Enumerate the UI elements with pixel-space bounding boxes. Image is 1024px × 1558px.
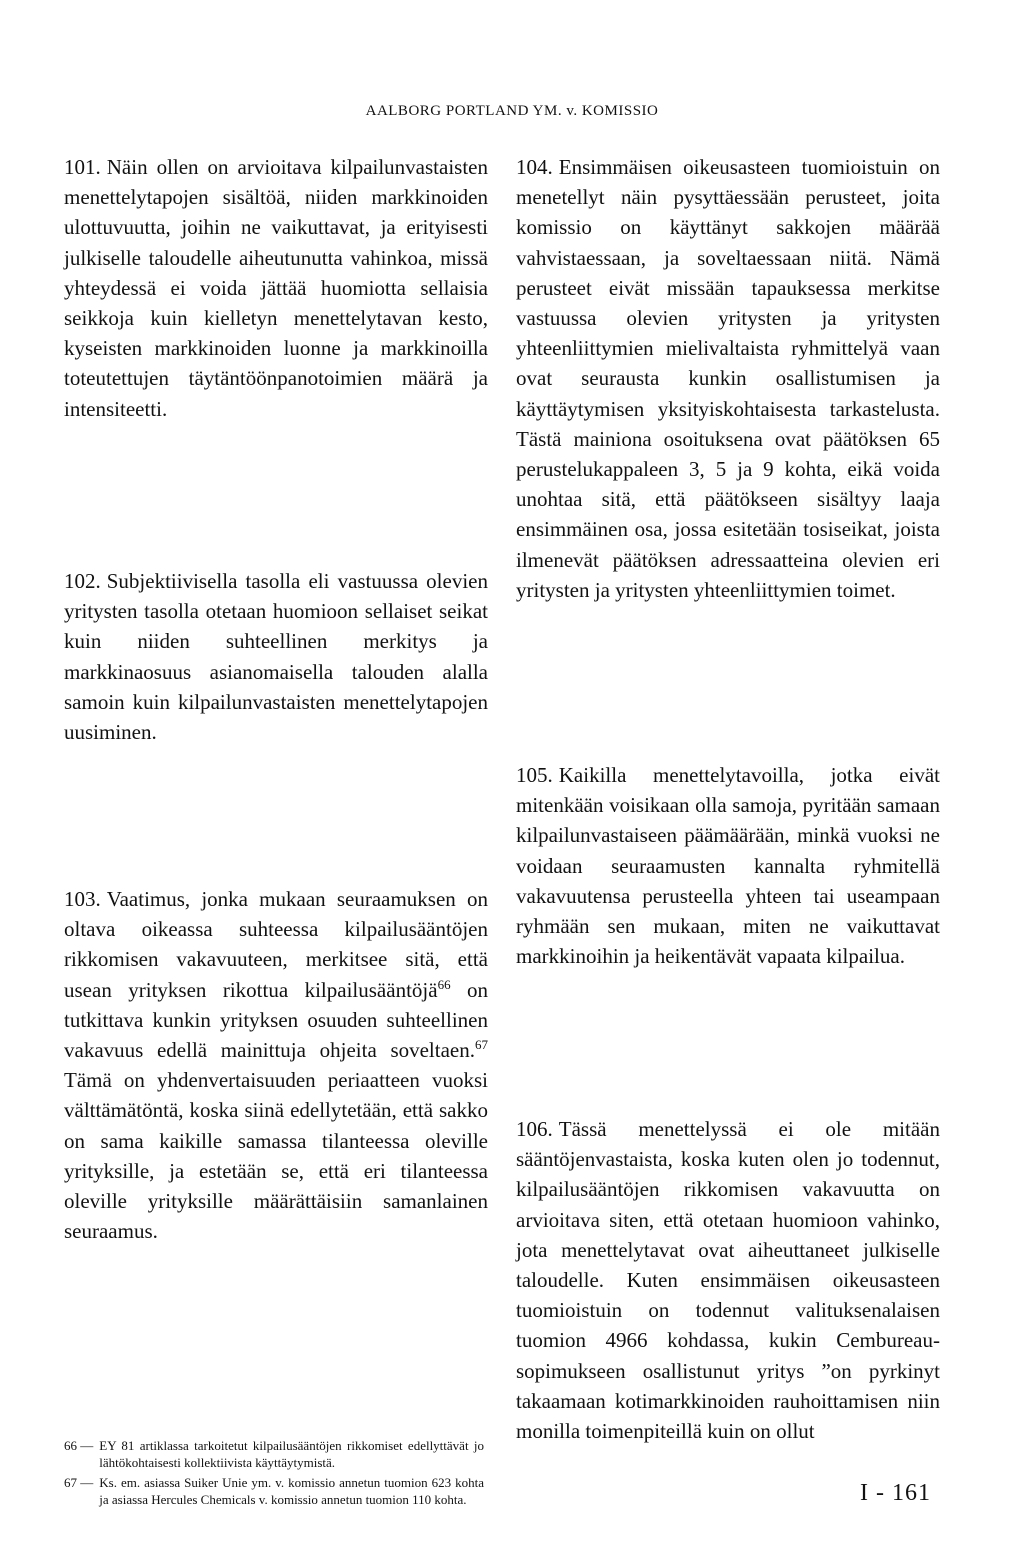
paragraph-text: Tässä menettelyssä ei ole mitään sääntöjenvastaista, koska kuten olen jo todennut, kilpailusääntöjen rikkomisen vakavuutta on arvioitava siten, että otetaan huomioon vahinko, jota menettelytavat ovat aiheuttaneet julkiselle taloudelle. Kuten ensimmäisen oikeusasteen tuomioistuin on todennut valituksenalaisen tuomion 4966 kohdassa, kukin Cembureau-sopimukseen osallistunut yritys ”on pyrkinyt takaamaan kotimarkkinoiden rauhoittamisen niin monilla toimenpiteillä kuin on ollut xyxy=(516,1117,940,1444)
paragraph-text: Ensimmäisen oikeusasteen tuomioistuin on menetellyt näin pysyttäessään perusteet, joita komissio on käyttänyt sakkojen määrää vahvistaessaan, ja soveltaessaan niitä. Nämä perusteet eivät missään tapauksessa merkitse vastuussa olevien yritysten ja yritysten yhteenliittymien mielivaltaista ryhmittelyä vaan ovat seurausta kunkin osallistumisen ja käyttäytymisen yksityiskohtaisesta tarkastelusta. Tästä mainiona osoituksena ovat päätöksen 65 perustelukappaleen 3, 5 ja 9 kohta, eikä voida unohtaa sitä, että päätökseen sisältyy laaja ensimmäinen osa, jossa esitetään tosiseikat, joista ilmenevät päätöksen adressaatteina olevien eri yritysten ja yritysten yhteenliittymien toimet. xyxy=(516,155,940,602)
paragraph-number: 105. xyxy=(516,763,553,787)
footnote xyxy=(64,1475,484,1508)
paragraph-text: Tämä on yhdenvertaisuuden periaatteen vuoksi välttämätöntä, koska siinä edellytetään, että sakko on sama kaikille samassa tilanteessa oleville yrityksille, ja estetään se, että eri tilanteessa oleville yrityksille määrättäisiin samanlainen seuraamus. xyxy=(64,1068,488,1244)
footnote-number: 66 — xyxy=(64,1438,94,1453)
paragraph-number: 106. xyxy=(516,1117,553,1141)
paragraph-number: 103. xyxy=(64,887,101,911)
footnote-text: Ks. em. asiassa Suiker Unie ym. v. komissio annetun tuomion 623 kohta ja asiassa Hercules Chemicals v. komissio annetun tuomion 110 kohta. xyxy=(99,1475,484,1507)
paragraph-number: 102. xyxy=(64,569,101,593)
paragraph-103 xyxy=(64,884,488,1246)
paragraph-text: Vaatimus, jonka mukaan seuraamuksen on oltava oikeassa suhteessa kilpailusääntöjen rikkomisen vakavuuteen, merkitsee sitä, että usean yrityksen rikottua kilpailusääntöjä xyxy=(64,887,488,1002)
footnote-text: EY 81 artiklassa tarkoitetut kilpailusääntöjen rikkomiset edellyttävät jo lähtökohtaisesti kollektiivista käyttäytymistä. xyxy=(99,1438,484,1470)
paragraph-number: 104. xyxy=(516,155,553,179)
paragraph-text: Kaikilla menettelytavoilla, jotka eivät mitenkään voisikaan olla samoja, pyritään samaan kilpailunvastaiseen päämäärään, minkä vuoksi ne voidaan seuraamusten kannalta ryhmitellä vakavuutensa perusteella yhteen tai useampaan ryhmään sen mukaan, miten ne vaikuttavat markkinoihin ja heikentävät vapaata kilpailua. xyxy=(516,763,940,969)
footnote xyxy=(64,1438,484,1471)
footnotes xyxy=(64,1438,484,1512)
footnote-number: 67 — xyxy=(64,1475,94,1490)
running-header: AALBORG PORTLAND YM. v. KOMISSIO xyxy=(365,103,659,119)
paragraph-106 xyxy=(516,1114,940,1446)
paragraph-text: on tutkittava kunkin yrityksen osuuden suhteellinen vakavuus edellä mainittuja ohjeita soveltaen. xyxy=(64,977,488,1063)
paragraph-number: 101. xyxy=(64,155,101,179)
footnote-reference[interactable]: 66 xyxy=(437,976,451,992)
footnote-reference[interactable]: 67 xyxy=(475,1037,488,1053)
paragraph-105 xyxy=(516,760,940,971)
paragraph-text: Subjektiivisella tasolla eli vastuussa olevien yritysten tasolla otetaan huomioon sellaiset seikat kuin niiden suhteellinen merkitys ja markkinaosuus asianomaisella talouden alalla samoin kuin kilpailunvastaisten menettelytapojen uusiminen. xyxy=(64,569,488,745)
page-number: I - 161 xyxy=(860,1480,931,1506)
paragraph-text: Näin ollen on arvioitava kilpailunvastaisten menettelytapojen sisältöä, niiden markkinoiden ulottuvuutta, joihin ne vaikuttavat, ja erityisesti julkiselle taloudelle aiheutunutta vahinkoa, missä yhteydessä ei voida jättää huomiotta sellaisia seikkoja kuin kielletyn menettelytavan kesto, kyseisten markkinoiden luonne ja markkinoilla toteutettujen täytäntöönpanotoimien määrä ja intensiteetti. xyxy=(64,155,488,421)
paragraph-101 xyxy=(64,152,488,424)
paragraph-104 xyxy=(516,152,940,605)
paragraph-102 xyxy=(64,566,488,747)
